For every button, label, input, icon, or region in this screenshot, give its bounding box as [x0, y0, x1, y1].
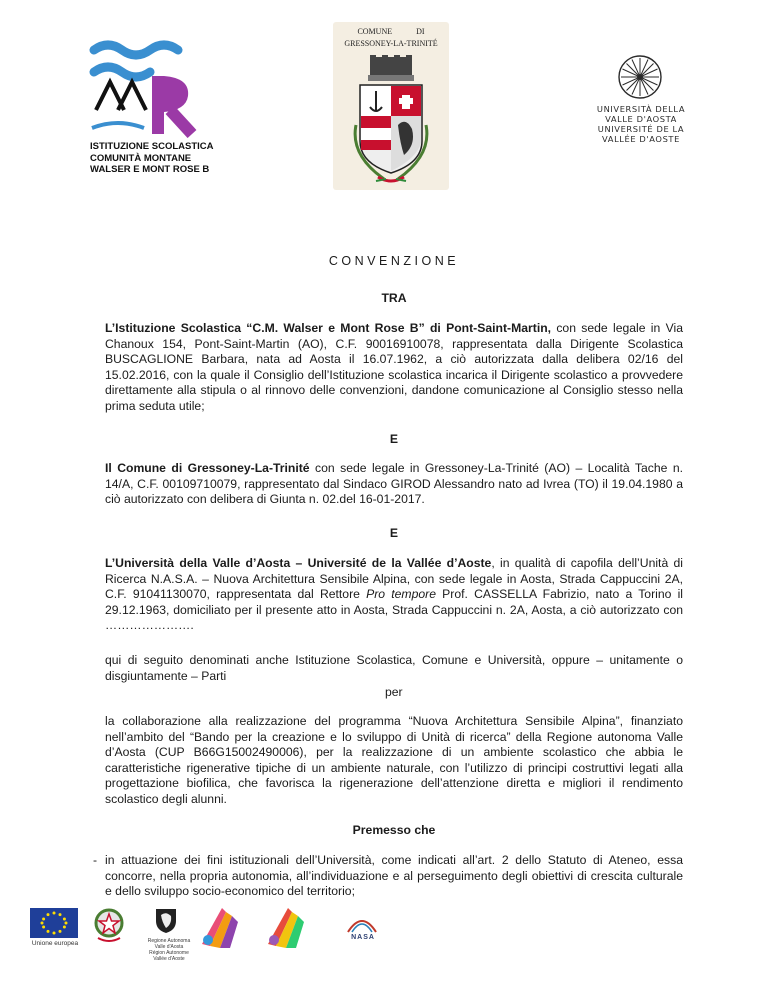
valle-aosta-emblem-icon — [152, 906, 180, 934]
per-word: per — [385, 685, 403, 699]
party-university-name: L’Università della Valle d’Aosta – Université de la Vallée d’Aoste — [105, 556, 492, 570]
party-school-paragraph — [105, 321, 683, 414]
pro-tempore: Pro tempore — [366, 587, 436, 601]
scope-paragraph: la collaborazione alla realizzazione del programma “Nuova Architettura Sensibile Alpina”, finanziato nell’ambito del “Bando per la creazione e lo sviluppo di Unità di ricerca” della Regione autonoma Valle d’Aosta (CUP B66G15002490006), per la realizzazione di un ambiente scolastico che abbia le caratteristiche rigenerative tipiche di un ambiente naturale, con l’utilizzo di principi costruttivi legati alla progettazione biofilica, che favorisca la rigenerazione dell’attenzione diretta e migliori il rendimento scolastico degli alunni. — [105, 714, 683, 806]
list-item — [93, 853, 683, 900]
separator-e-1: E — [389, 432, 399, 446]
italian-republic-emblem-icon — [92, 906, 126, 944]
comune-coat-of-arms — [333, 22, 449, 190]
separator-e-2: E — [389, 526, 399, 540]
document-header — [0, 0, 768, 200]
party-comune-name: Il Comune di Gressoney-La-Trinité — [105, 461, 310, 475]
university-emblem-icon — [617, 54, 663, 100]
party-university-paragraph — [105, 556, 683, 634]
bullet-text: in attuazione dei fini istituzionali dell’Università, come indicati all’art. 2 dello Statuto di Ateneo, essa concorre, nella propria autonomia, all’individuazione e al perseguimento degli obiettivi di crescita culturale e dello sviluppo socio-economico del territorio; — [105, 853, 683, 898]
school-logo-icon — [88, 38, 198, 138]
party-school-text: con sede legale in Via Chanoux 154, Pont-Saint-Martin (AO), C.F. 90016910078, rappresentata dalla Dirigente Scolastica BUSCAGLIONE Barbara, nata ad Aosta il 16.07.1962, a ciò autorizzata dalla delibera 02/16 del 15.02.2016, con la quale il Consiglio dell’Istituzione scolastica incarica il Dirigente scolastico a provvedere direttamente alla stipula o al rinnovo delle convenzioni, dandone comunicazione al Consiglio stesso nella prima seduta utile; — [105, 321, 683, 413]
document-title: CONVENZIONE — [328, 254, 460, 268]
premesso-heading: Premesso che — [352, 823, 436, 837]
region-label: Regione Autonoma Valle d'Aosta Région Autonome Vallée d'Aoste — [147, 938, 191, 962]
party-comune-text: con sede legale in Gressoney-La-Trinité (AO) – Località Tache n. 14/A, C.F. 00109710079, rappresentato dal Sindaco GIROD Alessandro nato ad Ivrea (TO) il 19.04.1980 a ciò autorizzato con delibera di Giunta n. 02.del 16-01-2017. — [105, 461, 684, 506]
eu-flag-icon — [30, 908, 78, 938]
party-university-text-a: , in qualità di capofila dell’Unità di Ricerca N.A.S.A. – Nuova Architettura Sensibile Alpina, con sede legale in Aosta, Strada Cappuccini 2A, C.F. 91041130070, rappresentata dal Rettore — [105, 556, 683, 601]
nasa-logo-icon — [344, 910, 380, 950]
separator-tra: TRA — [381, 291, 407, 305]
comune-name: GRESSONEY-LA-TRINITÉ — [344, 39, 438, 48]
university-name: UNIVERSITÀ DELLA VALLE D'AOSTA UNIVERSITÉ DE LA VALLÉE D'AOSTE — [596, 104, 686, 144]
bullet-dash: - — [93, 853, 98, 867]
party-comune-paragraph — [105, 461, 683, 508]
eu-label: Unione europea — [31, 940, 79, 947]
footer-logos — [0, 900, 768, 960]
party-university-text-b: Prof. CASSELLA Fabrizio, nato a Torino il 29.12.1963, domiciliato per il presente atto in Aosta, Strada Cappuccini n. 2A, Aosta, a ciò autorizzato con …………………. — [105, 587, 684, 632]
party-school-name: L’Istituzione Scolastica “C.M. Walser e Mont Rose B” di Pont-Saint-Martin, — [105, 321, 552, 335]
denominati-paragraph: qui di seguito denominati anche Istituzione Scolastica, Comune e Università, oppure – unitamente o disgiuntamente – Parti — [105, 653, 683, 683]
research-unit-logo-icon — [262, 904, 314, 950]
nasa-label: NASA — [351, 934, 375, 941]
school-name: ISTITUZIONE SCOLASTICA COMUNITÀ MONTANE WALSER E MONT ROSE B — [90, 141, 214, 175]
research-unit-logo-icon — [196, 904, 248, 950]
coat-of-arms-icon — [346, 55, 436, 185]
comune-label: COMUNE DI — [357, 27, 425, 36]
